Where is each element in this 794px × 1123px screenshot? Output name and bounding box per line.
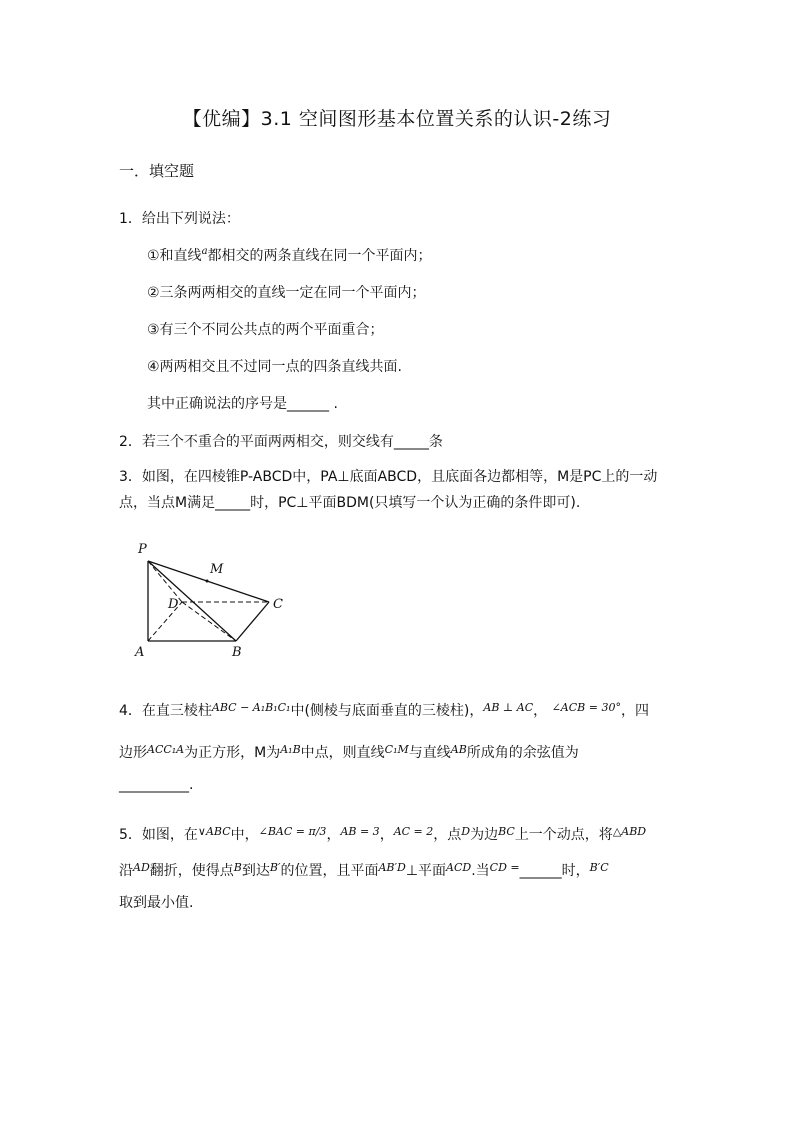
q5-text: 为边 <box>470 827 499 843</box>
q5-text: ， <box>379 827 394 843</box>
question-3-line-1: 3．如图，在四棱锥P-ABCD中，PA⊥底面ABCD，且底面各边都相等，M是PC上的一动 <box>119 469 658 485</box>
q5-ab-expr: AB = 3 <box>340 825 380 838</box>
option-1-text-a: ①和直线 <box>147 248 202 264</box>
q4-line-expr: AB <box>450 743 467 756</box>
q4-prism-expr: ABC − A₁B₁C₁ <box>211 701 291 714</box>
q4-line-expr: C₁M <box>384 743 409 756</box>
edge-DB-hidden <box>182 602 236 641</box>
question-5-line-3: 取到最小值. <box>119 895 194 911</box>
page-title: 【优编】3.1 空间图形基本位置关系的认识-2练习 <box>182 108 612 130</box>
question-4-line-2 <box>119 743 579 764</box>
q5-text: 沿 <box>119 863 133 879</box>
q4-perp-expr: AB ⊥ AC <box>483 701 534 714</box>
question-4-line-3: __________. <box>119 777 194 793</box>
q5-text: 5．如图，在 <box>119 827 198 843</box>
question-1-option-1 <box>147 246 432 268</box>
q4-text: 中(侧棱与底面垂直的三棱柱)， <box>290 703 484 719</box>
question-4-line-1 <box>119 701 649 722</box>
q5-fold-line-expr: AD <box>133 861 150 874</box>
question-1-option-2: ②三条两两相交的直线一定在同一个平面内； <box>147 285 426 301</box>
label-P: P <box>138 542 147 557</box>
q4-text: ， <box>533 703 548 719</box>
label-B: B <box>232 645 242 660</box>
question-1-option-4: ④两两相交且不过同一点的四条直线共面. <box>147 359 402 375</box>
label-A: A <box>135 645 145 660</box>
q5-plane-expr: AB′D <box>378 861 406 874</box>
q5-text: 翻折，使得点 <box>149 863 234 879</box>
q5-angle-expr: ∠BAC = π/3 <box>258 825 327 838</box>
question-5-line-1 <box>119 825 646 846</box>
q4-angle-expr: ∠ACB = 30° <box>551 701 621 714</box>
q4-square-expr: ACC₁A <box>147 743 185 756</box>
edge-PC <box>148 561 269 602</box>
q5-text: .当 <box>471 863 490 879</box>
q5-segment-expr: B′C <box>589 861 609 874</box>
q4-text: 所成角的余弦值为 <box>466 745 579 761</box>
q5-text: ， <box>326 827 341 843</box>
q5-side-expr: BC <box>498 825 515 838</box>
q5-point-expr: B′ <box>269 861 281 874</box>
q5-text: ，点 <box>433 827 462 843</box>
section-heading: 一．填空题 <box>119 162 195 180</box>
label-C: C <box>273 597 283 612</box>
point-M <box>206 580 209 583</box>
edge-BC <box>236 602 269 641</box>
line-variable: a <box>201 246 208 257</box>
question-2: 2．若三个不重合的平面两两相交，则交线有_____条 <box>119 434 443 450</box>
q5-text: ⊥平面 <box>405 863 447 879</box>
question-1-answer-prompt: 其中正确说法的序号是______ . <box>147 396 338 412</box>
q5-text: 中， <box>230 827 259 843</box>
q5-ac-expr: AC = 2 <box>393 825 434 838</box>
q4-text: ，四 <box>620 703 649 719</box>
label-D: D <box>168 597 179 612</box>
q4-text: 中点，则直线 <box>300 745 385 761</box>
option-1-text-b: 都相交的两条直线在同一个平面内； <box>207 248 432 264</box>
label-M: M <box>210 562 224 577</box>
question-1-stem: 1．给出下列说法： <box>119 211 240 227</box>
q4-segment-expr: A₁B <box>280 743 301 756</box>
question-5-line-2 <box>119 861 609 882</box>
q4-text: 4．在直三棱柱 <box>119 703 212 719</box>
q5-text: 的位置，且平面 <box>280 863 379 879</box>
q5-point-expr: B <box>233 861 242 874</box>
q5-text: ______时， <box>519 863 590 879</box>
q4-text: 与直线 <box>408 745 451 761</box>
pyramid-figure <box>130 535 290 665</box>
q5-cd-expr: CD = <box>489 861 520 874</box>
q5-triangle-expr: ∨ABC <box>197 825 231 838</box>
q5-text: 上一个动点，将 <box>514 827 613 843</box>
q5-triangle-expr: △ABD <box>612 825 647 838</box>
question-3-line-2: 点，当点M满足_____时，PC⊥平面BDM(只填写一个认为正确的条件即可). <box>119 495 581 511</box>
q4-text: 边形 <box>119 745 147 761</box>
q5-plane-expr: ACD <box>446 861 472 874</box>
q5-point-expr: D <box>461 825 471 838</box>
question-1-option-3: ③有三个不同公共点的两个平面重合； <box>147 322 384 338</box>
q4-text: 为正方形，M为 <box>184 745 281 761</box>
q5-text: 到达 <box>241 863 270 879</box>
